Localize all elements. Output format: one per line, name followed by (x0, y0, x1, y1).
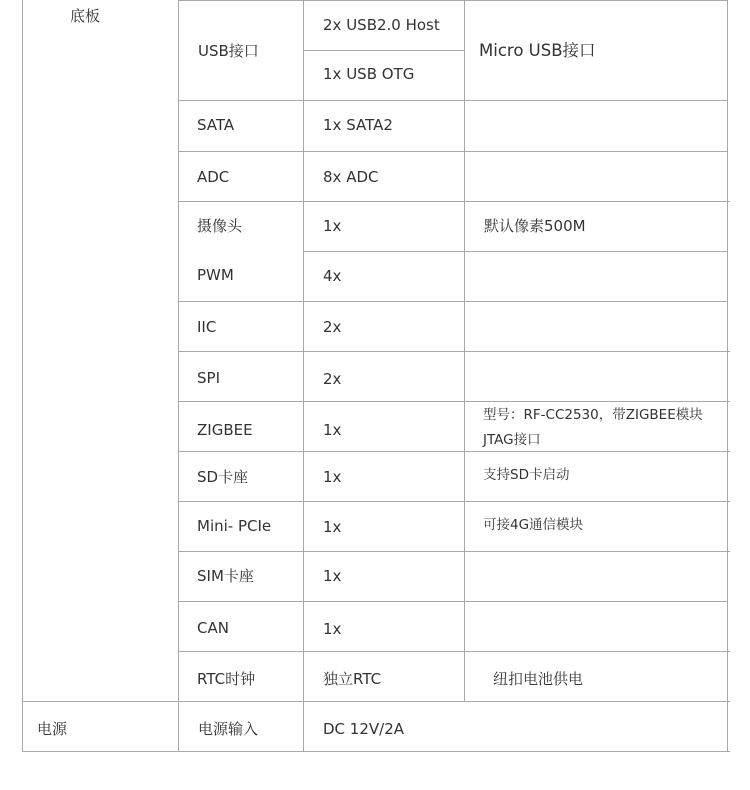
interface-cell: SIM卡座 (197, 567, 254, 585)
spec-cell: 1x (323, 620, 342, 638)
interface-cell: SPI (197, 369, 220, 387)
row-divider (303, 50, 465, 51)
interface-cell: PWM (197, 266, 234, 284)
note-cell: JTAG接口 (483, 432, 541, 448)
row-divider (178, 151, 728, 152)
note-cell: 型号：RF-CC2530，带ZIGBEE模块 (483, 407, 703, 423)
row-divider (178, 201, 730, 202)
interface-cell: RTC时钟 (197, 670, 256, 688)
note-cell: 可接4G通信模块 (483, 517, 584, 533)
note-cell: 纽扣电池供电 (493, 670, 584, 688)
interface-cell: IIC (197, 318, 217, 336)
row-divider (178, 551, 730, 552)
spec-cell: 1x (323, 518, 342, 536)
section-label-power: 电源 (37, 720, 68, 738)
note-cell: 默认像素500M (484, 217, 586, 235)
spec-cell: 8x ADC (323, 168, 379, 186)
interface-cell: 电源输入 (198, 720, 259, 738)
spec-cell: 2x (323, 318, 342, 336)
row-divider (178, 301, 728, 302)
column-divider (303, 0, 304, 752)
table-bottom-border (22, 751, 730, 752)
note-cell: Micro USB接口 (479, 41, 596, 60)
table-right-border (727, 0, 728, 752)
spec-cell: 1x (323, 421, 342, 439)
row-divider (178, 651, 730, 652)
spec-cell: 2x (323, 370, 342, 388)
spec-cell: 独立RTC (323, 670, 382, 688)
interface-cell: SATA (197, 116, 235, 134)
interface-cell: USB接口 (198, 42, 259, 60)
row-divider (178, 601, 728, 602)
spec-cell: 1x USB OTG (323, 65, 415, 83)
row-divider (178, 451, 730, 452)
spec-cell: 4x (323, 267, 342, 285)
spec-cell: DC 12V/2A (323, 720, 404, 738)
row-divider (303, 251, 728, 252)
row-divider (178, 401, 730, 402)
row-divider (22, 701, 730, 702)
column-divider (178, 0, 179, 752)
spec-cell: 1x SATA2 (323, 116, 393, 134)
spec-cell: 2x USB2.0 Host (323, 16, 440, 34)
row-divider (178, 351, 730, 352)
interface-cell: Mini- PCIe (197, 517, 272, 535)
interface-cell: 摄像头 (197, 217, 243, 235)
row-divider (178, 0, 728, 1)
column-divider (464, 0, 465, 701)
note-cell: 支持SD卡启动 (483, 467, 570, 483)
spec-cell: 1x (323, 468, 342, 486)
section-label-board: 底板 (70, 7, 101, 25)
spec-cell: 1x (323, 567, 342, 585)
interface-cell: ADC (197, 168, 230, 186)
interface-cell: ZIGBEE (197, 421, 253, 439)
row-divider (178, 100, 728, 101)
spec-cell: 1x (323, 217, 342, 235)
row-divider (178, 501, 730, 502)
interface-cell: SD卡座 (197, 468, 249, 486)
table-left-border (22, 0, 23, 752)
interface-cell: CAN (197, 619, 229, 637)
